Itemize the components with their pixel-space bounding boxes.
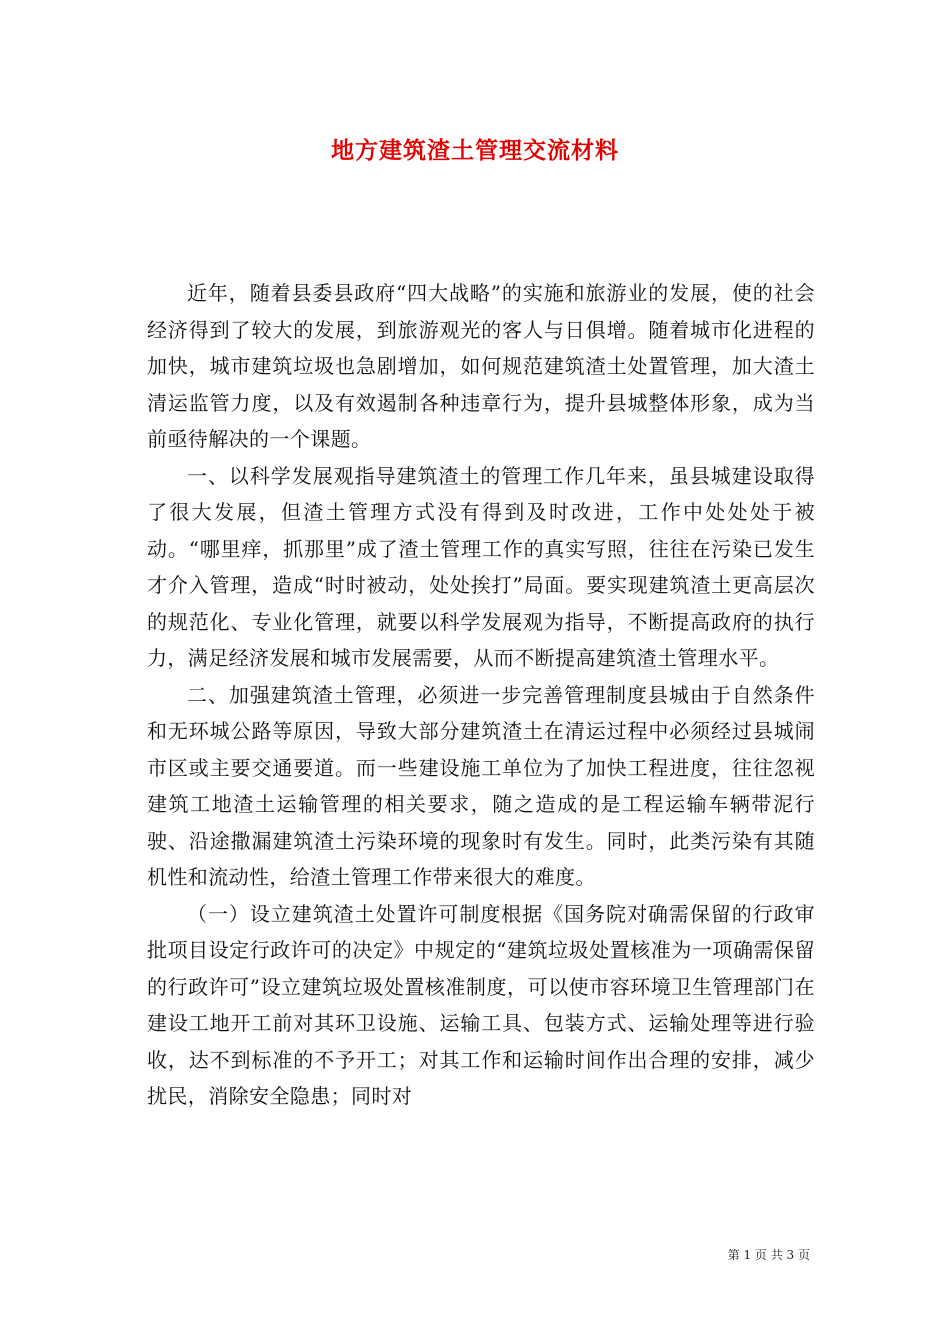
paragraph-subsection-1: （一）设立建筑渣土处置许可制度根据《国务院对确需保留的行政审批项目设定行政许可的决定》中规定的“建筑垃圾处置核准为一项确需保留的行政许可”设立建筑垃圾处置核准制度，可以使市容环境卫生管理部门在建设工地开工前对其环卫设施、运输工具、包装方式、运输处理等进行验收，达不到标准的不予开工；对其工作和运输时间作出合理的安排，减少扰民，消除安全隐患；同时对 xyxy=(147,901,815,1108)
page-number-label: 第 1 页 共 3 页 xyxy=(727,1248,810,1262)
page-footer xyxy=(0,1247,810,1263)
paragraph-section-1: 一、以科学发展观指导建筑渣土的管理工作几年来，虽县城建设取得了很大发展，但渣土管理方式没有得到及时改进，工作中处处处于被动。“哪里痒，抓那里”成了渣土管理工作的真实写照，往往在污染已发生才介入管理，造成“时时被动，处处挨打”局面。要实现建筑渣土更高层次的规范化、专业化管理，就要以科学发展观为指导，不断提高政府的执行力，满足经济发展和城市发展需要，从而不断提高建筑渣土管理水平。 xyxy=(147,463,815,670)
document-title: 地方建筑渣土管理交流材料 xyxy=(331,137,619,164)
paragraph-section-2: 二、加强建筑渣土管理，必须进一步完善管理制度县城由于自然条件和无环城公路等原因，导致大部分建筑渣土在清运过程中必须经过县城闹市区或主要交通要道。而一些建设施工单位为了加快工程进度，往往忽视建筑工地渣土运输管理的相关要求，随之造成的是工程运输车辆带泥行驶、沿途撒漏建筑渣土污染环境的现象时有发生。同时，此类污染有其随机性和流动性，给渣土管理工作带来很大的难度。 xyxy=(147,682,815,889)
paragraph-intro: 近年，随着县委县政府“四大战略”的实施和旅游业的发展，使的社会经济得到了较大的发展，到旅游观光的客人与日俱增。随着城市化进程的加快，城市建筑垃圾也急剧增加，如何规范建筑渣土处置管理，加大渣土清运监管力度，以及有效遏制各种违章行为，提升县城整体形象，成为当前亟待解决的一个课题。 xyxy=(147,281,815,451)
document-body xyxy=(147,275,815,1115)
